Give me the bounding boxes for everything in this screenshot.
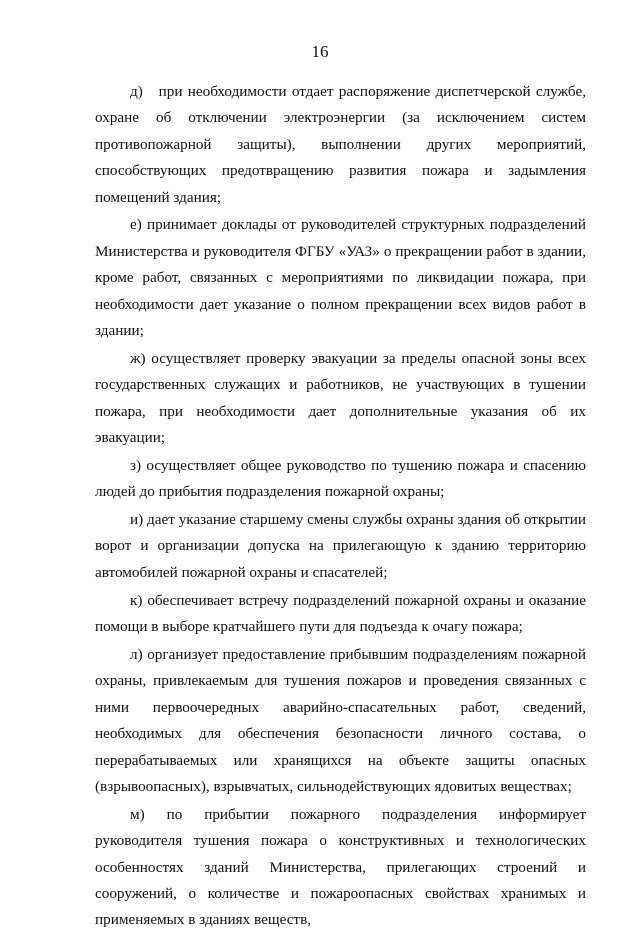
- paragraph-k: к) обеспечивает встречу подразделений пожарной охраны и оказание помощи в выборе кратчайшего пути для подъезда к очагу пожара;: [95, 591, 586, 636]
- paragraph-l: л) организует предоставление прибывшим подразделениям пожарной охраны, привлекаемым для тушения пожаров и проведения связанных с ними первоочередных аварийно-спасательных работ, сведений, необходимых для обеспечения безопасности личного состава, о перерабатываемых или хранящихся на объекте защиты опасных (взрывоопасных), взрывчатых, сильнодействующих ядовитых веществах;: [95, 645, 586, 795]
- paragraph-z: з) осуществляет общее руководство по тушению пожара и спасению людей до прибытия подразделения пожарной охраны;: [95, 456, 586, 501]
- paragraph-i: и) дает указание старшему смены службы охраны здания об открытии ворот и организации допуска на прилегающую к зданию территорию автомобилей пожарной охраны и спасателей;: [95, 511, 586, 581]
- page-number: 16: [311, 42, 329, 61]
- paragraph-zh: ж) осуществляет проверку эвакуации за пределы опасной зоны всех государственных служащих и работников, не участвующих в тушении пожара, при необходимости дает дополнительные указания об их эвакуации;: [95, 349, 586, 447]
- document-body: [95, 79, 586, 935]
- paragraph-d: д) при необходимости отдает распоряжение диспетчерской службе, охране об отключении электроэнергии (за исключением систем противопожарной защиты), выполнении других мероприятий, способствующих предотвращению развития пожара и задымления помещений здания;: [95, 83, 586, 206]
- paragraph-m: м) по прибытии пожарного подразделения информирует руководителя тушения пожара о конструктивных и технологических особенностях зданий Министерства, прилегающих строений и сооружений, о количестве и пожароопасных свойствах хранимых и применяемых в зданиях веществ,: [95, 805, 586, 929]
- paragraph-e: е) принимает доклады от руководителей структурных подразделений Министерства и руководителя ФГБУ «УАЗ» о прекращении работ в здании, кроме работ, связанных с мероприятиями по ликвидации пожара, при необходимости дает указание о полном прекращении всех видов работ в здании;: [95, 216, 586, 340]
